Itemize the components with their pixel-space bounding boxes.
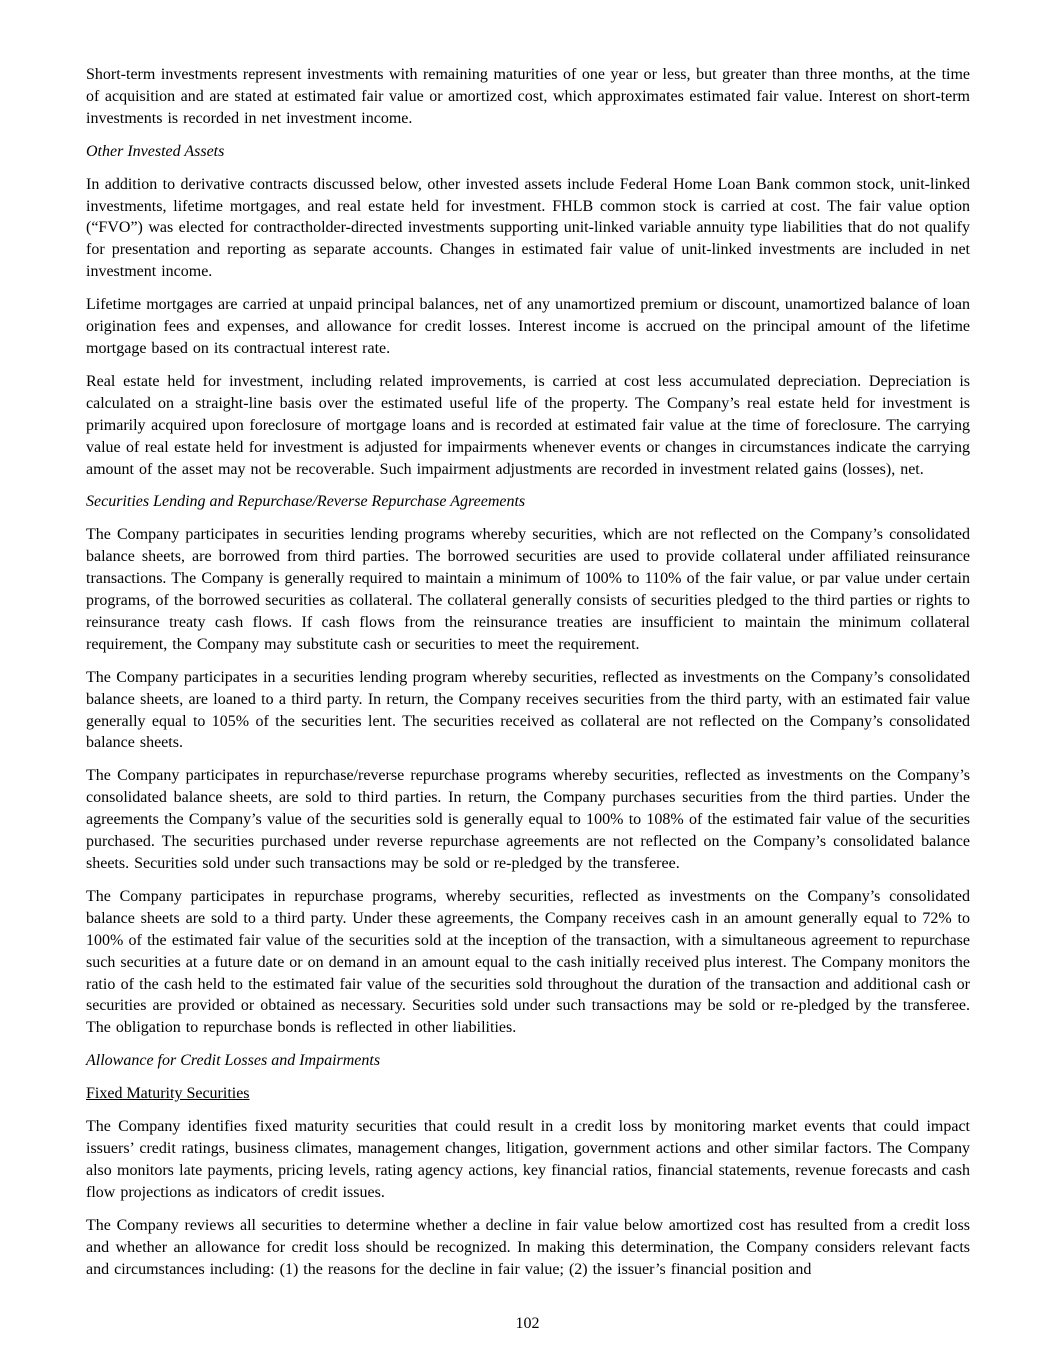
paragraph-reviews-all-securities: The Company reviews all securities to determine whether a decline in fair value below amortized cost has resulted from a credit loss and whether an allowance for credit loss should be recognized. In making this determination, the Company considers relevant facts and circumstances including: (1) the reasons for the decline in fair value; (2) the issuer’s financial position and <box>86 1216 970 1278</box>
paragraph-identifies-fixed-maturity: The Company identifies fixed maturity securities that could result in a credit loss by monitoring market events that could impact issuers’ credit ratings, business climates, management changes, litigation, government actions and other similar factors. The Company also monitors late payments, pricing levels, rating agency actions, key financial ratios, financial statements, revenue forecasts and cash flow projections as indicators of credit issues. <box>86 1118 970 1201</box>
page-content <box>86 64 970 1291</box>
paragraph-securities-lending-loaned: The Company participates in a securities lending program whereby securities, reflected as investments on the Company’s consolidated balance sheets, are loaned to a third party. In return, the Company receives securities from the third party, with an estimated fair value generally equal to 105% of the securities lent. The securities received as collateral are not reflected on the Company’s consolidated balance sheets. <box>86 668 970 752</box>
paragraph-reverse-repurchase-programs: The Company participates in repurchase/reverse repurchase programs whereby securities, reflected as investments on the Company’s consolidated balance sheets, are sold to third parties. In return, the Company purchases securities from the third parties. Under the agreements the Company’s value of the securities sold is generally equal to 100% to 108% of the estimated fair value of the securities purchased. The securities purchased under reverse repurchase agreements are not reflected on the Company’s consolidated balance sheets. Securities sold under such transactions may be sold or re-pledged by the transferee. <box>86 767 970 872</box>
heading-securities-lending-repurchase: Securities Lending and Repurchase/Reverse Repurchase Agreements <box>86 493 526 511</box>
paragraph-short-term-investments: Short-term investments represent investments with remaining maturities of one year or less, but greater than three months, at the time of acquisition and are stated at estimated fair value or amortized cost, which approximates estimated fair value. Interest on short-term investments is recorded in net investment income. <box>86 66 970 127</box>
page-number: 102 <box>515 1315 540 1332</box>
paragraph-other-invested-assets: In addition to derivative contracts discussed below, other invested assets include Federal Home Loan Bank common stock, unit-linked investments, lifetime mortgages, and real estate held for investment. FHLB common stock is carried at cost. The fair value option (“FVO”) was elected for contractholder-directed investments supporting unit-linked variable annuity type liabilities that do not qualify for presentation and reporting as separate accounts. Changes in estimated fair value of unit-linked investments are included in net investment income. <box>86 175 970 281</box>
paragraph-lifetime-mortgages: Lifetime mortgages are carried at unpaid principal balances, net of any unamortized premium or discount, unamortized balance of loan origination fees and expenses, and allowance for credit losses. Interest income is accrued on the principal amount of the lifetime mortgage based on its contractual interest rate. <box>86 296 970 357</box>
heading-allowance-credit-losses: Allowance for Credit Losses and Impairments <box>86 1052 381 1070</box>
heading-other-invested-assets: Other Invested Assets <box>86 142 225 160</box>
paragraph-repurchase-programs: The Company participates in repurchase programs, whereby securities, reflected as investments on the Company’s consolidated balance sheets are sold to a third party. Under these agreements, the Company receives cash in an amount generally equal to 72% to 100% of the estimated fair value of the securities sold at the inception of the transaction, with a simultaneous agreement to repurchase such securities at a future date or on demand in an amount equal to the cash initially received plus interest. The Company monitors the ratio of the cash held to the estimated fair value of the securities sold throughout the duration of the transaction and additional cash or securities are provided or obtained as necessary. Securities sold under such transactions may be sold or re-pledged by the transferee. The obligation to repurchase bonds is reflected in other liabilities. <box>86 887 970 1037</box>
paragraph-real-estate-held-for-investment: Real estate held for investment, including related improvements, is carried at cost less accumulated depreciation. Depreciation is calculated on a straight-line basis over the estimated useful life of the property. The Company’s real estate held for investment is primarily acquired upon foreclosure of mortgage loans and is recorded at estimated fair value at the time of foreclosure. The carrying value of real estate held for investment is adjusted for impairments whenever events or changes in circumstances indicate the carrying amount of the asset may not be recoverable. Such impairment adjustments are recorded in investment related gains (losses), net. <box>86 372 970 478</box>
paragraph-securities-lending-borrowed: The Company participates in securities lending programs whereby securities, which are not reflected on the Company’s consolidated balance sheets, are borrowed from third parties. The borrowed securities are used to provide collateral under affiliated reinsurance transactions. The Company is generally required to maintain a minimum of 100% to 110% of the fair value, or par value under certain programs, of the borrowed securities as collateral. The collateral generally consists of securities pledged to the third parties or rights to reinsurance treaty cash flows. If cash flows from the reinsurance treaties are insufficient to maintain the minimum collateral requirement, the Company may substitute cash or securities to meet the requirement. <box>86 526 970 653</box>
heading-fixed-maturity-securities: Fixed Maturity Securities <box>86 1085 250 1103</box>
